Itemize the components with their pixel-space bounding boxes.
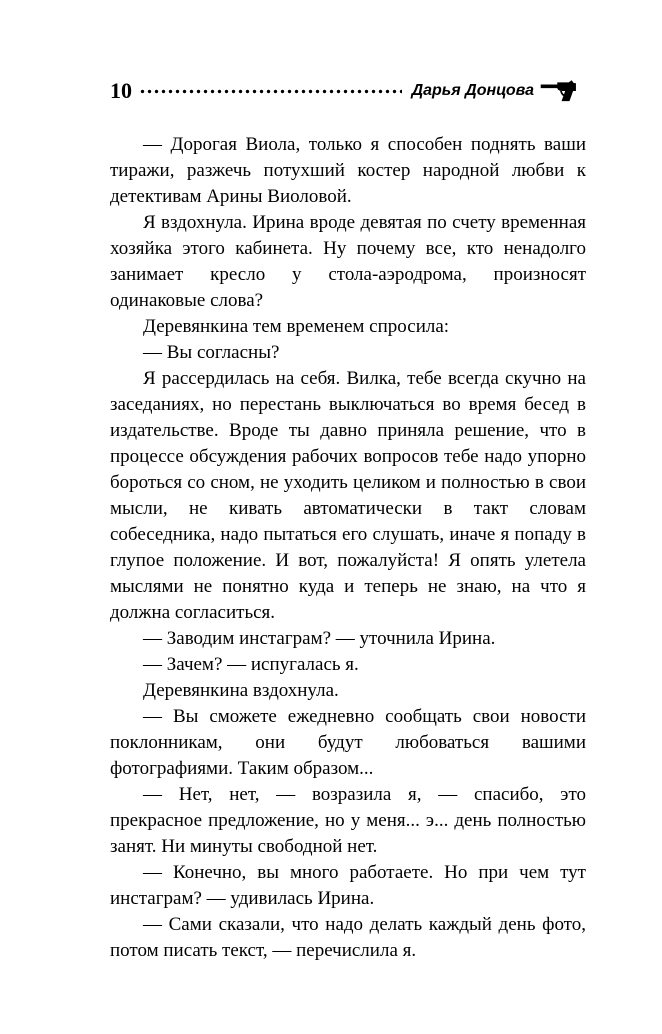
paragraph: Я вздохнула. Ирина вроде девятая по счету временная хозяйка этого кабинета. Ну почему все, кто ненадолго занимает кресло у стола-аэродрома, произносят одинаковые слова? — [110, 212, 586, 311]
page-number: 10 — [110, 78, 132, 103]
author-name: Дарья Донцова — [411, 82, 534, 99]
paragraph: Я рассердилась на себя. Вилка, тебе всегда скучно на заседаниях, но перестань выключаться во время бесед в издательстве. Вроде ты давно приняла решение, что в процессе обсуждения рабочих вопросов тебе надо упорно бороться со сном, не уходить целиком и полностью в свои мысли, не кивать автоматически в такт словам собеседника, надо пытаться его слушать, иначе я попаду в глупое положение. И вот, пожалуйста! Я опять улетела мыслями не понятно куда и теперь не знаю, на что я должна согласиться. — [110, 368, 586, 623]
paragraph: — Вы сможете ежедневно сообщать свои новости поклонникам, они будут любоваться вашими фотографиями. Таким образом... — [110, 706, 586, 779]
paragraph: — Конечно, вы много работаете. Но при чем тут инстаграм? — удивилась Ирина. — [110, 862, 586, 909]
paragraph: — Дорогая Виола, только я способен поднять ваши тиражи, разжечь потухший костер народной любви к детективам Арины Виоловой. — [110, 134, 586, 207]
page-header — [110, 76, 586, 106]
paragraph: — Зачем? — испугалась я. — [143, 654, 359, 675]
paragraph: — Заводим инстаграм? — уточнила Ирина. — [143, 628, 496, 649]
paragraph: Деревянкина вздохнула. — [143, 680, 339, 701]
paragraph: Деревянкина тем временем спросила: — [143, 316, 450, 337]
paragraph: — Вы согласны? — [143, 342, 280, 363]
dotted-rule — [140, 89, 402, 94]
page-text — [110, 132, 586, 964]
revolver-icon — [540, 76, 586, 106]
paragraph: — Сами сказали, что надо делать каждый день фото, потом писать текст, — перечислила я. — [110, 914, 586, 961]
paragraph: — Нет, нет, — возразила я, — спасибо, это прекрасное предложение, но у меня... э... день полностью занят. Ни минуты свободной нет. — [110, 784, 586, 857]
